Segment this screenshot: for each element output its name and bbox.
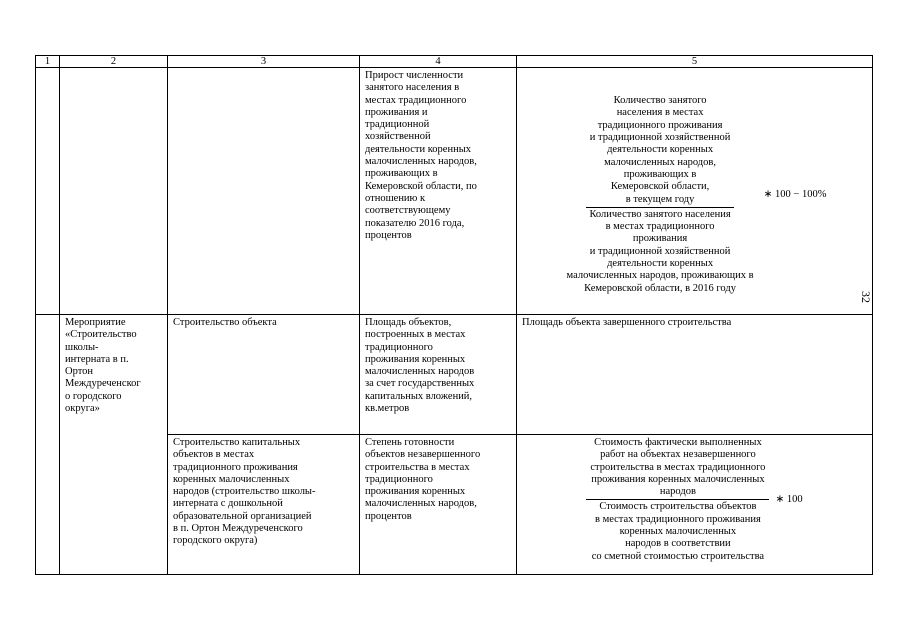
table-row <box>36 315 873 435</box>
formula-multiplier: ∗ 100 − 100% <box>763 188 827 200</box>
page-number: 32 <box>859 291 873 303</box>
formula-numerator: Стоимость фактически выполненных работ на объектах незавершенного строительства в местах традиционного проживания коренных малочисленных народов <box>586 437 769 500</box>
empty-cell <box>36 315 60 575</box>
formula-cell: Площадь объекта завершенного строительства <box>517 315 873 435</box>
empty-cell <box>36 68 60 315</box>
formula-fraction <box>522 95 867 295</box>
header-row <box>36 56 873 68</box>
indicator-cell: Площадь объектов, построенных в местах традиционного проживания коренных малочисленных народов за счет государственных капитальных вложений, кв.метров <box>360 315 517 435</box>
indicator-cell: Прирост численности занятого населения в местах традиционного проживания и традиционной хозяйственной деятельности коренных малочисленных народов, проживающих в Кемеровской области, по отношению к соответствующему показателю 2016 года, процентов <box>360 68 517 315</box>
formula-cell <box>517 68 873 315</box>
header-col-4: 4 <box>360 56 517 68</box>
result-cell: Строительство капитальных объектов в местах традиционного проживания коренных малочисленных народов (строительство школы- интерната с дошкольной образовательной организацией в п. Ортон Междуреченского городского округа) <box>168 435 360 575</box>
formula-denominator: Количество занятого населения в местах традиционного проживания и традиционной хозяйственной деятельности коренных малочисленных народов, проживающих в Кемеровской области, в 2016 году <box>566 208 754 294</box>
empty-cell <box>60 68 168 315</box>
header-col-2: 2 <box>60 56 168 68</box>
header-col-3: 3 <box>168 56 360 68</box>
formula-numerator: Количество занятого населения в местах традиционного проживания и традиционной хозяйственной деятельности коренных малочисленных народов, проживающих в Кемеровской области, в текущем году <box>586 95 735 208</box>
result-cell: Строительство объекта <box>168 315 360 435</box>
indicator-cell: Степень готовности объектов незавершенного строительства в местах традиционного проживания коренных малочисленных народов, процентов <box>360 435 517 575</box>
header-col-1: 1 <box>36 56 60 68</box>
formula-fraction <box>522 437 867 563</box>
empty-cell <box>168 68 360 315</box>
formula-multiplier: ∗ 100 <box>775 493 803 505</box>
indicators-table <box>35 55 873 575</box>
formula-denominator: Стоимость строительства объектов в местах традиционного проживания коренных малочисленных народов в соответствии со сметной стоимостью строительства <box>591 501 765 562</box>
event-cell: Мероприятие «Строительство школы- интерната в п. Ортон Междуреченског о городского округа» <box>60 315 168 575</box>
table-row <box>36 68 873 315</box>
formula-cell <box>517 435 873 575</box>
header-col-5: 5 <box>517 56 873 68</box>
